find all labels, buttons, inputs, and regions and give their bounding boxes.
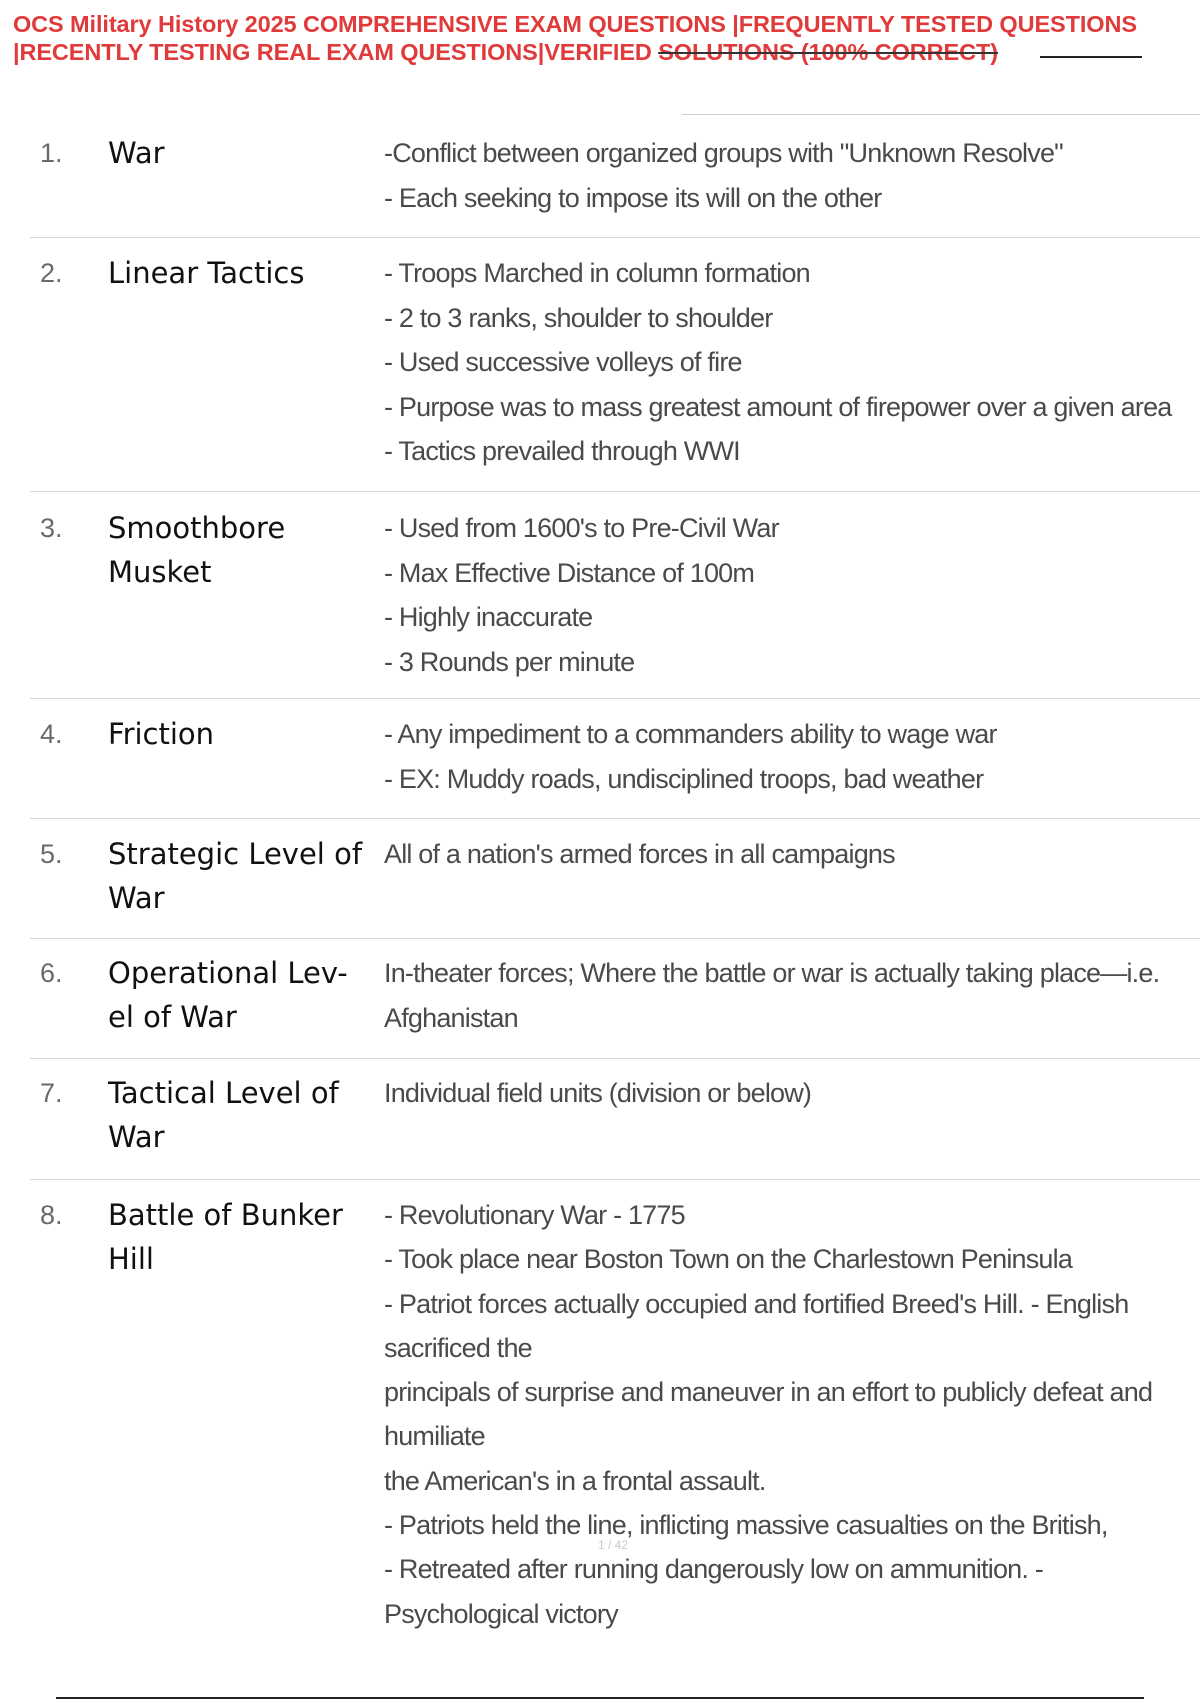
definition-line: - Each seeking to impose its will on the other <box>384 182 882 213</box>
bottom-rule <box>56 1697 1144 1699</box>
flashcard <box>30 238 1200 492</box>
flashcard <box>30 819 1200 939</box>
header-title-line-1: OCS Military History 2025 COMPREHENSIVE EXAM QUESTIONS |FREQUENTLY TESTED QUESTIONS <box>13 11 1137 37</box>
definition-line: - Used from 1600's to Pre-Civil War <box>384 513 779 543</box>
flashcard <box>30 699 1200 819</box>
card-term: War <box>108 136 165 170</box>
flashcard <box>30 939 1200 1059</box>
card-term: Linear Tactics <box>108 256 305 290</box>
definition-line: - Troops Marched in column formation <box>384 258 810 288</box>
card-definition <box>380 832 1200 938</box>
definition-line: - Purpose was to mass greatest amount of firepower over a given area <box>384 391 1172 422</box>
card-number: 6. <box>40 958 63 988</box>
header-title-line-2-struck: SOLUTIONS (100% CORRECT) <box>658 39 998 65</box>
header-title-line-2-main: |RECENTLY TESTING REAL EXAM QUESTIONS|VERIFIED <box>13 39 659 65</box>
card-term: Operational Lev- el of War <box>108 956 348 1034</box>
definition-line: - Tactics prevailed through WWI <box>384 436 740 466</box>
card-number: 7. <box>40 1078 63 1108</box>
card-definition <box>380 951 1200 1058</box>
flashcard <box>30 1059 1200 1180</box>
card-term: Tactical Level of War <box>108 1076 339 1154</box>
card-number: 3. <box>40 513 63 543</box>
card-number: 4. <box>40 719 63 749</box>
card-number: 5. <box>40 839 63 869</box>
card-term: Strategic Level of War <box>108 837 363 915</box>
card-number: 8. <box>40 1200 63 1230</box>
page-number: 1 / 42 <box>598 1538 629 1552</box>
card-definition <box>380 251 1200 491</box>
card-term: Smoothbore Musket <box>108 511 286 589</box>
definition-line: - Patriot forces actually occupied and fortified Breed's Hill. - English sacrificed the <box>384 1288 1129 1363</box>
definition-line: Afghanistan <box>384 1002 518 1033</box>
definition-line: - 2 to 3 ranks, shoulder to shoulder <box>384 302 773 333</box>
header-title-line-2 <box>13 38 1193 66</box>
card-definition <box>380 712 1200 818</box>
definition-line: In-theater forces; Where the battle or war is actually taking place—i.e. <box>384 958 1160 988</box>
definition-line: - Revolutionary War - 1775 <box>384 1200 685 1230</box>
top-divider <box>682 114 1200 115</box>
definition-line: principals of surprise and maneuver in an effort to publicly defeat and humiliate <box>384 1377 1153 1452</box>
definition-line: Individual field units (division or below) <box>384 1078 812 1108</box>
document-header <box>13 10 1193 66</box>
header-rule <box>1040 56 1142 58</box>
definition-line: All of a nation's armed forces in all campaigns <box>384 839 895 869</box>
definition-line: - Max Effective Distance of 100m <box>384 557 755 588</box>
definition-line: -Conflict between organized groups with "Unknown Resolve" <box>384 138 1063 168</box>
definition-line: - Any impediment to a commanders ability to wage war <box>384 719 997 749</box>
card-term: Battle of Bunker Hill <box>108 1198 343 1276</box>
definition-line: - Used successive volleys of fire <box>384 347 742 377</box>
definition-line: - Retreated after running dangerously low on ammunition. - Psychological victory <box>384 1554 1043 1629</box>
card-number: 2. <box>40 258 63 288</box>
definition-line: the American's in a frontal assault. <box>384 1465 766 1496</box>
card-number: 1. <box>40 138 63 168</box>
definition-line: - Highly inaccurate <box>384 602 593 632</box>
flashcard <box>30 492 1200 699</box>
card-definition <box>380 131 1200 237</box>
definition-line: - Patriots held the line, inflicting massive casualties on the British, <box>384 1510 1108 1541</box>
definition-line: - 3 Rounds per minute <box>384 646 635 677</box>
card-term: Friction <box>108 717 215 751</box>
flashcard <box>30 116 1200 238</box>
card-definition <box>380 506 1200 698</box>
card-definition <box>380 1071 1200 1179</box>
definition-line: - EX: Muddy roads, undisciplined troops, bad weather <box>384 763 984 794</box>
definition-line: - Took place near Boston Town on the Charlestown Peninsula <box>384 1244 1073 1275</box>
